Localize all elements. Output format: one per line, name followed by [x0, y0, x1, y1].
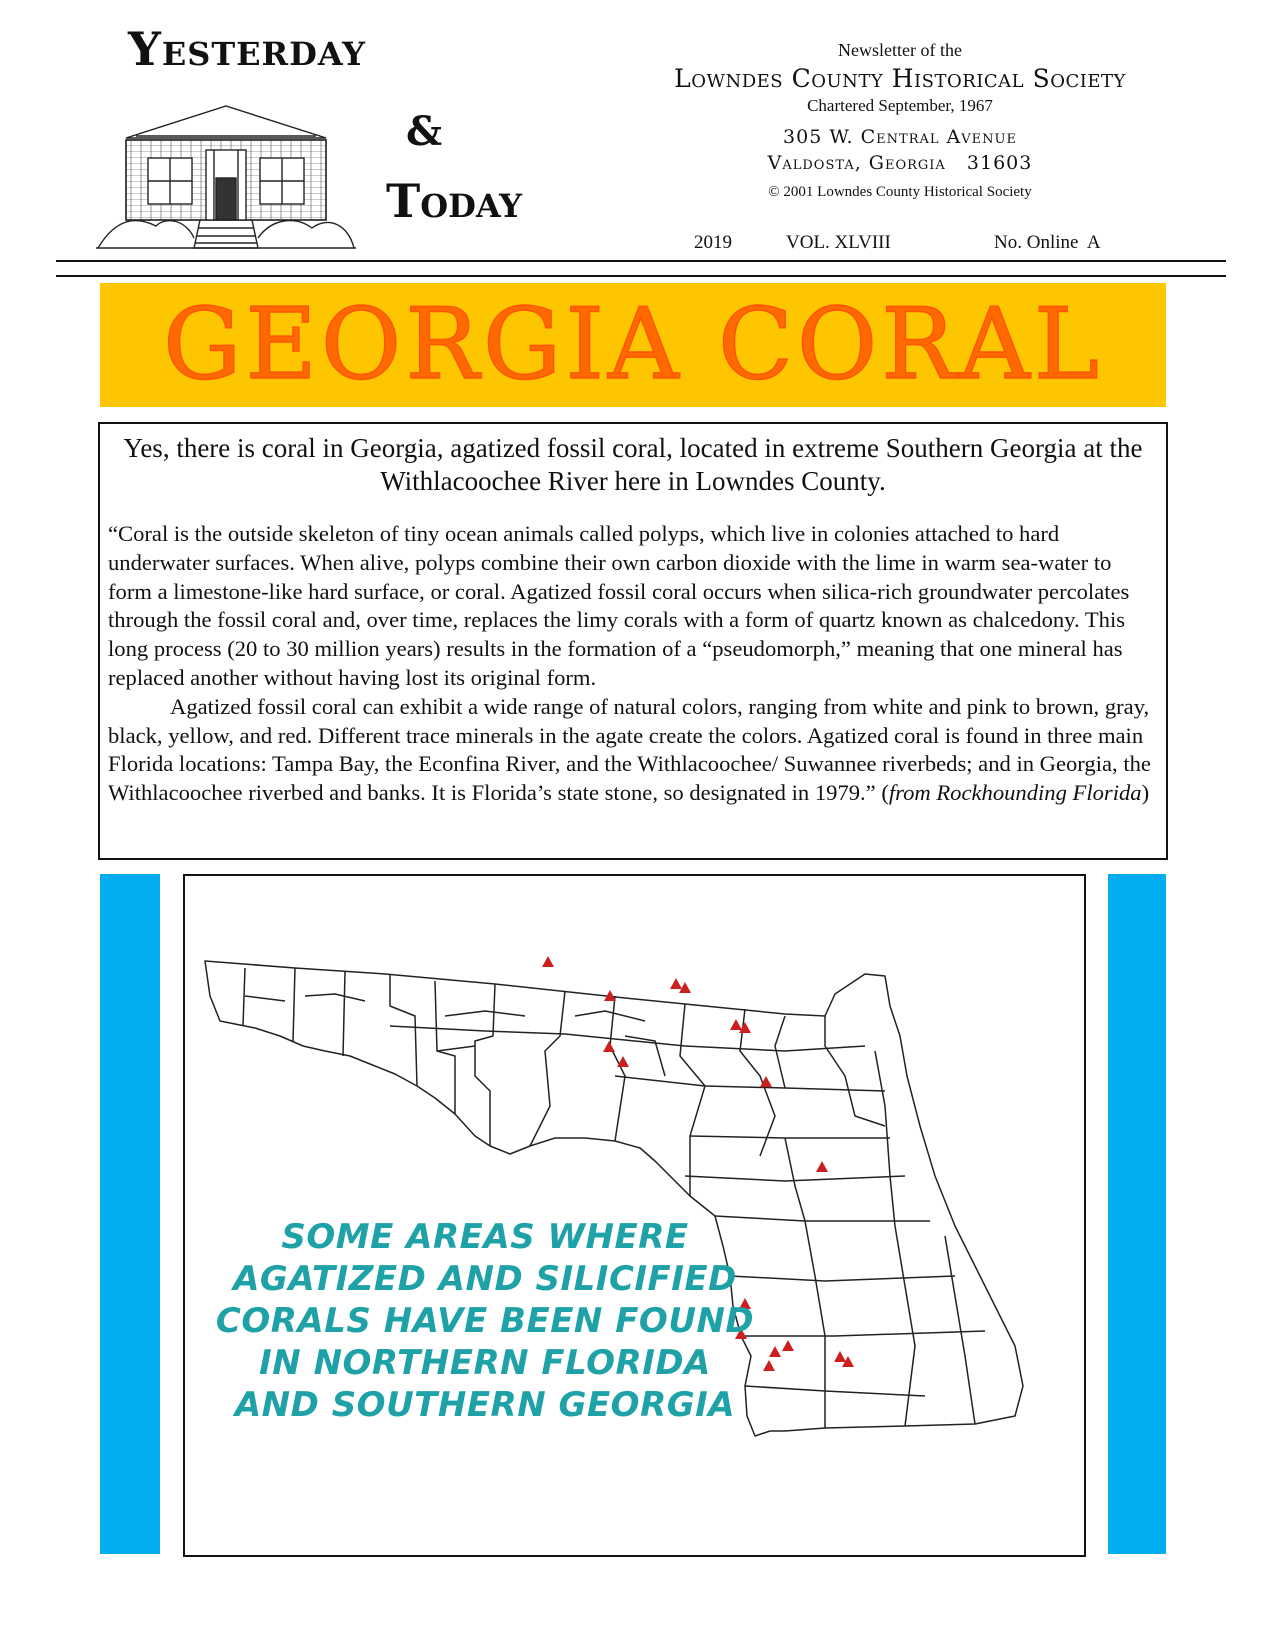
newsletter-of-label: Newsletter of the — [838, 40, 962, 60]
article-box — [98, 422, 1168, 860]
title-banner — [100, 283, 1166, 407]
issue-year: 2019 — [694, 232, 732, 253]
map-caption — [215, 1216, 755, 1426]
banner-title: GEORGIA CORAL — [163, 288, 1103, 402]
coral-site-marker — [603, 1041, 615, 1052]
masthead-divider-bottom — [56, 275, 1226, 277]
coral-site-marker — [730, 1019, 742, 1030]
map-caption-line: SOME AREAS WHERE — [281, 1217, 689, 1257]
article-paragraph-2-text: Agatized fossil coral can exhibit a wide range of natural colors, ranging from white and pink to brown, gray, black, yellow, and red. Different trace minerals in the agate create the colors. Agatized coral is found in three main Florida locations: Tampa Bay, the Econfina River, and the Withlacoochee/ Suwannee riverbeds; and in Georgia, the Withlacoochee riverbed and banks. It is Florida’s state stone, so designated in 1979.” ( — [108, 693, 1151, 806]
left-accent-bar — [100, 874, 160, 1554]
coral-site-marker — [617, 1056, 629, 1067]
coral-site-marker — [739, 1022, 751, 1033]
coral-site-marker — [834, 1351, 846, 1362]
coral-locations-map — [183, 874, 1086, 1557]
coral-site-marker — [816, 1161, 828, 1172]
copyright-notice: © 2001 Lowndes County Historical Society — [768, 184, 1032, 200]
map-caption-line: IN NORTHERN FLORIDA — [259, 1343, 711, 1383]
masthead-title-today: Today — [386, 174, 522, 228]
right-accent-bar — [1108, 874, 1166, 1554]
article-body — [108, 520, 1158, 808]
map-caption-line: CORALS HAVE BEEN FOUND — [215, 1301, 755, 1341]
article-lead: Yes, there is coral in Georgia, agatized fossil coral, located in extreme Southern Georgia at the Withlacoochee River here in Lowndes County. — [123, 433, 1143, 496]
masthead-ampersand: & — [406, 108, 443, 155]
article-source: from Rockhounding Florida — [888, 780, 1142, 806]
article-paragraph-1: “Coral is the outside skeleton of tiny ocean animals called polyps, which live in colonies attached to hard underwater surfaces. When alive, polyps combine their own carbon dioxide with the lime in warm sea-water to form a limestone-like hard surface, or coral. Agatized fossil coral occurs when silica-rich groundwater percolates through the fossil coral and, over time, replaces the limy corals with a form of quartz known as chalcedony. This long process (20 to 30 million years) results in the formation of a “pseudomorph,” meaning that one mineral has replaced another without having lost its original form. — [108, 521, 1130, 690]
article-source-close: ) — [1141, 780, 1150, 806]
map-caption-line: AGATIZED AND SILICIFIED — [233, 1259, 737, 1299]
society-name: Lowndes County Historical Society — [674, 64, 1126, 93]
coral-site-marker — [782, 1340, 794, 1351]
chartered-date: Chartered September, 1967 — [807, 96, 993, 115]
masthead-title-yesterday: Yesterday — [128, 22, 366, 76]
address-street: 305 W. Central Avenue — [783, 126, 1017, 148]
coral-site-marker — [670, 978, 682, 989]
historical-building-illustration — [96, 98, 356, 254]
coral-site-marker — [763, 1360, 775, 1371]
issue-number: No. Online A — [994, 232, 1101, 253]
coral-site-marker — [542, 956, 554, 967]
coral-site-marker — [769, 1346, 781, 1357]
masthead-divider-top — [56, 260, 1226, 262]
article-paragraph-2 — [108, 693, 1158, 808]
map-caption-line: AND SOUTHERN GEORGIA — [234, 1385, 736, 1425]
address-city: Valdosta, Georgia 31603 — [767, 152, 1033, 174]
issue-volume: VOL. XLVIII — [786, 232, 891, 253]
